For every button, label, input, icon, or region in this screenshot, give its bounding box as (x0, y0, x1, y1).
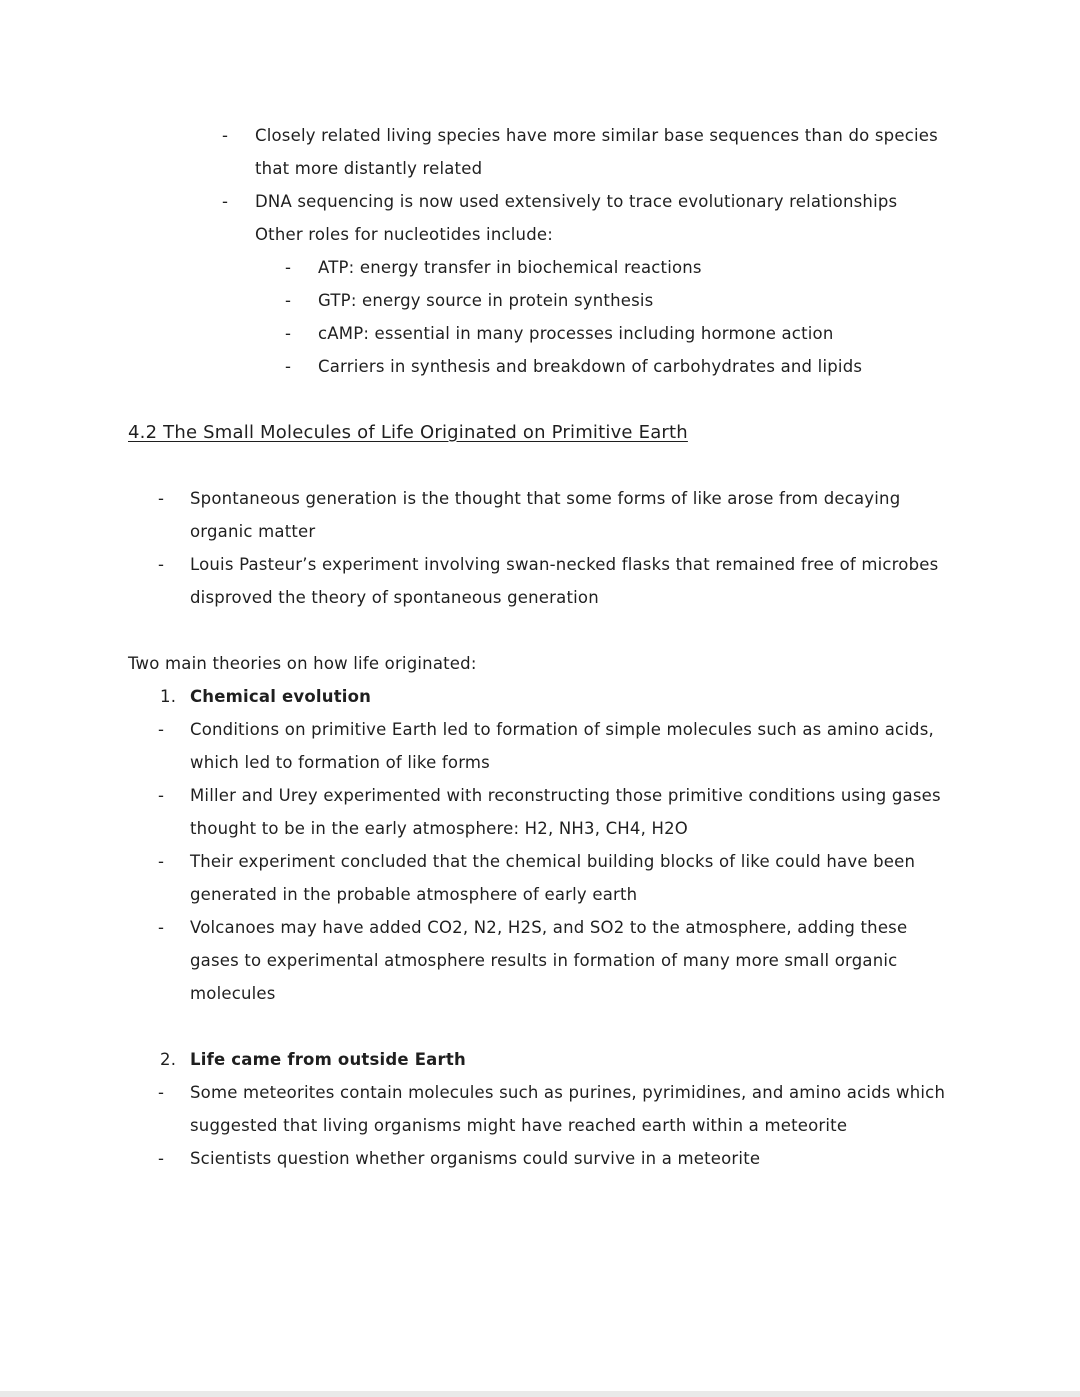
bullet-dash: - (285, 258, 292, 277)
blank-line (128, 1010, 953, 1043)
list-item (158, 482, 953, 548)
list-item-text: cAMP: essential in many processes including hormone action (318, 324, 834, 343)
page-edge (0, 1391, 1080, 1397)
list-item (285, 284, 953, 317)
list-number: 2. (160, 1050, 177, 1069)
list-item-text: Scientists question whether organisms could survive in a meteorite (190, 1149, 761, 1168)
list-item (222, 119, 953, 185)
list-item (158, 1142, 953, 1175)
list-item (158, 845, 953, 911)
blank-line (128, 383, 953, 416)
list-item-text: Louis Pasteur’s experiment involving swan-necked flasks that remained free of microbes disproved the theory of spontaneous generation (190, 555, 939, 607)
list-number: 1. (160, 687, 177, 706)
bullet-dash: - (158, 1083, 165, 1102)
list-item (222, 185, 953, 218)
list-item (285, 350, 953, 383)
paragraph: Other roles for nucleotides include: (255, 225, 553, 244)
list-item-text: Conditions on primitive Earth led to formation of simple molecules such as amino acids, which led to formation of like forms (190, 720, 934, 772)
numbered-item (160, 680, 953, 713)
paragraph: Two main theories on how life originated: (128, 654, 477, 673)
bullet-dash: - (285, 324, 292, 343)
list-item (158, 548, 953, 614)
list-item (158, 779, 953, 845)
list-item-text: Some meteorites contain molecules such as purines, pyrimidines, and amino acids which suggested that living organisms might have reached earth within a meteorite (190, 1083, 946, 1135)
numbered-item (160, 1043, 953, 1076)
list-item-text: Their experiment concluded that the chemical building blocks of like could have been generated in the probable atmosphere of early earth (190, 852, 916, 904)
bullet-dash: - (158, 720, 165, 739)
bullet-dash: - (158, 555, 165, 574)
numbered-item-text: Life came from outside Earth (190, 1050, 466, 1069)
bullet-dash: - (222, 192, 229, 211)
document-content (128, 119, 953, 1175)
bullet-dash: - (158, 852, 165, 871)
bullet-dash: - (158, 918, 165, 937)
list-item (158, 713, 953, 779)
list-item (285, 317, 953, 350)
bullet-dash: - (158, 786, 165, 805)
list-item-text: DNA sequencing is now used extensively to trace evolutionary relationships (255, 192, 898, 211)
bullet-dash: - (158, 1149, 165, 1168)
blank-line (128, 449, 953, 482)
list-item (158, 911, 953, 1010)
blank-line (128, 614, 953, 647)
list-item (285, 251, 953, 284)
list-item-text: GTP: energy source in protein synthesis (318, 291, 654, 310)
list-item-text: Spontaneous generation is the thought that some forms of like arose from decaying organic matter (190, 489, 901, 541)
list-item (158, 1076, 953, 1142)
list-item-text: Miller and Urey experimented with reconstructing those primitive conditions using gases thought to be in the early atmosphere: H2, NH3, CH4, H2O (190, 786, 941, 838)
bullet-dash: - (285, 357, 292, 376)
list-item-text: ATP: energy transfer in biochemical reactions (318, 258, 702, 277)
bullet-dash: - (285, 291, 292, 310)
numbered-item-text: Chemical evolution (190, 687, 372, 706)
bullet-dash: - (158, 489, 165, 508)
list-item-text: Volcanoes may have added CO2, N2, H2S, and SO2 to the atmosphere, adding these gases to experimental atmosphere results in formation of many more small organic molecules (190, 918, 908, 1003)
bullet-dash: - (222, 126, 229, 145)
list-item-text: Closely related living species have more similar base sequences than do species that more distantly related (255, 126, 938, 178)
section-heading: 4.2 The Small Molecules of Life Originated on Primitive Earth (128, 422, 688, 443)
list-item-text: Carriers in synthesis and breakdown of carbohydrates and lipids (318, 357, 863, 376)
